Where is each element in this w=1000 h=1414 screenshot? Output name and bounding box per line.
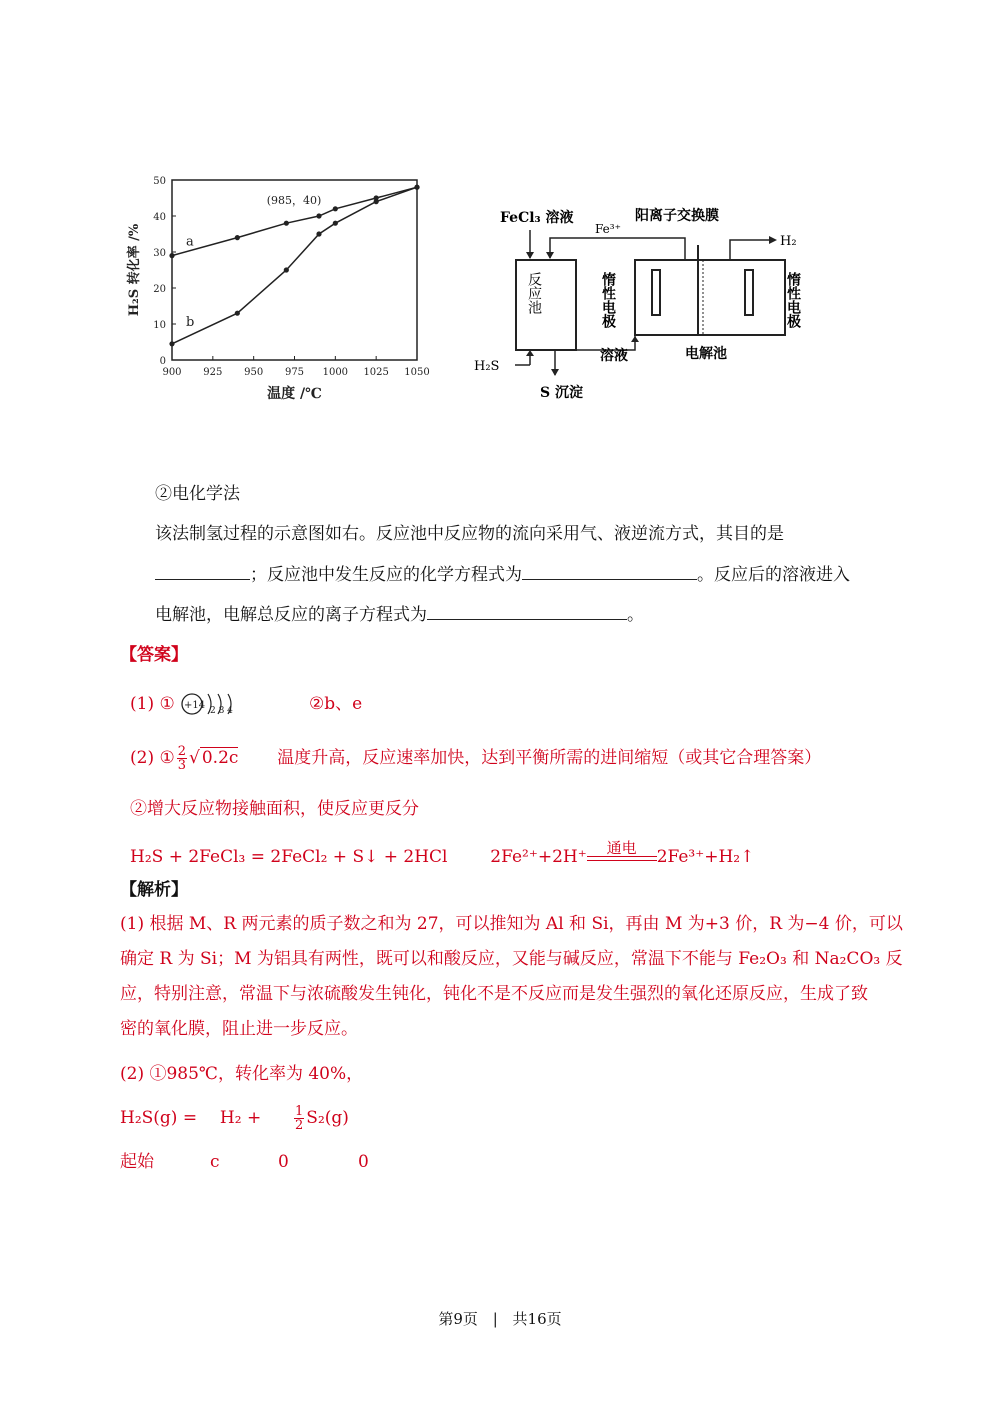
x-tick-label: 1050 bbox=[404, 367, 430, 378]
fecl3-label: FeCl₃ 溶液 bbox=[500, 210, 574, 226]
x-tick-label: 900 bbox=[162, 367, 182, 378]
series-point-b bbox=[414, 185, 419, 190]
atom-structure-icon bbox=[180, 693, 250, 717]
page-number: 第9页 bbox=[438, 1310, 478, 1328]
x-tick-label: 925 bbox=[203, 367, 223, 378]
electrode-left-label: 惰性电极 bbox=[600, 272, 616, 328]
x-tick-label: 1000 bbox=[322, 367, 349, 378]
page-footer bbox=[0, 1308, 1000, 1329]
electrolysis-cell-box bbox=[635, 260, 785, 335]
x-axis-label: 温度 /℃ bbox=[267, 386, 322, 402]
h2-label: H₂ bbox=[780, 234, 797, 249]
series-point-b bbox=[169, 341, 174, 346]
membrane-label: 阳离子交换膜 bbox=[635, 208, 719, 224]
answer-3: ②增大反应物接触面积，使反应更反分 bbox=[130, 799, 419, 819]
left-electrode bbox=[652, 270, 660, 315]
y-tick-label: 40 bbox=[153, 212, 166, 223]
series-point-a bbox=[235, 235, 240, 240]
answer-heading: 【答案】 bbox=[120, 645, 188, 665]
series-point-b bbox=[235, 311, 240, 316]
analysis-part-2: (2) ①985℃，转化率为 40%， bbox=[120, 1064, 364, 1084]
series-point-b bbox=[284, 267, 289, 272]
electrolysis-diagram bbox=[460, 160, 820, 430]
question-line-2: ；反应池中发生反应的化学方程式为 。反应后的溶液进入 bbox=[155, 562, 850, 587]
plot-frame bbox=[172, 180, 417, 360]
chart-annotation: (985，40) bbox=[266, 194, 322, 207]
y-tick-label: 30 bbox=[153, 248, 166, 259]
series-point-a bbox=[169, 253, 174, 258]
x-tick-label: 950 bbox=[244, 367, 264, 378]
blank-reactor-equation[interactable] bbox=[522, 562, 697, 580]
equilibrium-equation: H₂S(g) = H₂ + $\frac{1}{2}$ S₂(g) bbox=[120, 1104, 349, 1133]
y-tick-label: 0 bbox=[159, 356, 166, 367]
answer-1: (1) ① +14 2 8 4 ②b、e bbox=[130, 694, 363, 716]
h2s-label: H₂S bbox=[474, 359, 500, 374]
analysis-line-4: 密的氧化膜，阻止进一步反应。 bbox=[120, 1019, 358, 1039]
figure-area bbox=[120, 160, 810, 430]
analysis-line-1: (1) 根据 M、R 两元素的质子数之和为 27，可以推知为 Al 和 Si，再由 M 为+3 价，R 为−4 价，可以 bbox=[120, 914, 903, 934]
y-tick-label: 50 bbox=[153, 176, 166, 187]
cell-label: 电解池 bbox=[685, 346, 727, 362]
series-label-a: a bbox=[186, 234, 194, 250]
y-tick-label: 20 bbox=[153, 284, 166, 295]
footer-separator: | bbox=[492, 1310, 498, 1328]
series-label-b: b bbox=[186, 314, 195, 330]
series-point-a bbox=[316, 213, 321, 218]
electrode-right-label: 惰性电极 bbox=[785, 272, 801, 328]
reactor-box bbox=[516, 260, 576, 350]
x-tick-label: 1025 bbox=[363, 367, 389, 378]
series-point-a bbox=[284, 221, 289, 226]
question-line-1: 该法制氢过程的示意图如右。反应池中反应物的流向采用气、液逆流方式，其目的是 bbox=[155, 524, 784, 544]
y-tick-label: 10 bbox=[153, 320, 166, 331]
fe3-label: Fe³⁺ bbox=[595, 222, 621, 236]
page-total: 共16页 bbox=[512, 1310, 562, 1328]
svg-text:+14: +14 bbox=[184, 699, 206, 711]
analysis-heading: 【解析】 bbox=[120, 880, 188, 900]
conversion-chart bbox=[120, 160, 450, 430]
blank-purpose[interactable] bbox=[155, 562, 250, 580]
series-point-b bbox=[316, 231, 321, 236]
answer-fraction: $\frac{2}{3}$ bbox=[177, 744, 187, 773]
x-tick-label: 975 bbox=[284, 367, 305, 378]
solution-label: 溶液 bbox=[600, 348, 628, 364]
s-precipitate-label: S 沉淀 bbox=[540, 385, 583, 401]
answer-equations: H₂S + 2FeCl₃ = 2FeCl₂ + S↓ + 2HCl 2Fe²⁺+2H⁺ 通电 2Fe³⁺+H₂↑ bbox=[130, 839, 755, 867]
method-subtitle: ②电化学法 bbox=[155, 484, 240, 504]
analysis-line-3: 应，特别注意，常温下与浓硫酸发生钝化，钝化不是不反应而是发生强烈的氧化还原反应，生成了致 bbox=[120, 984, 868, 1004]
svg-text:2 8 4: 2 8 4 bbox=[210, 705, 234, 716]
blank-electrolysis-equation[interactable] bbox=[427, 602, 627, 620]
series-point-b bbox=[374, 199, 379, 204]
series-point-a bbox=[333, 206, 338, 211]
series-line-b bbox=[172, 187, 417, 344]
initial-row: 起始 c 0 0 bbox=[120, 1152, 369, 1172]
answer-2: (2) ① $\frac{2}{3}$ √ 0.2c 温度升高，反应速率加快，达到平衡所需的进间缩短（或其它合理答案） bbox=[130, 744, 822, 773]
analysis-line-2: 确定 R 为 Si；M 为铝具有两性，既可以和酸反应，又能与碱反应，常温下不能与 Fe₂O₃ 和 Na₂CO₃ 反 bbox=[120, 949, 903, 969]
question-line-3: 电解池，电解总反应的离子方程式为 。 bbox=[155, 602, 644, 627]
reactor-label: 反应池 bbox=[526, 272, 542, 314]
electrolysis-condition: 通电 bbox=[587, 856, 657, 869]
y-axis-label: H₂S 转化率 /% bbox=[127, 223, 142, 317]
right-electrode bbox=[745, 270, 753, 315]
series-point-b bbox=[333, 221, 338, 226]
